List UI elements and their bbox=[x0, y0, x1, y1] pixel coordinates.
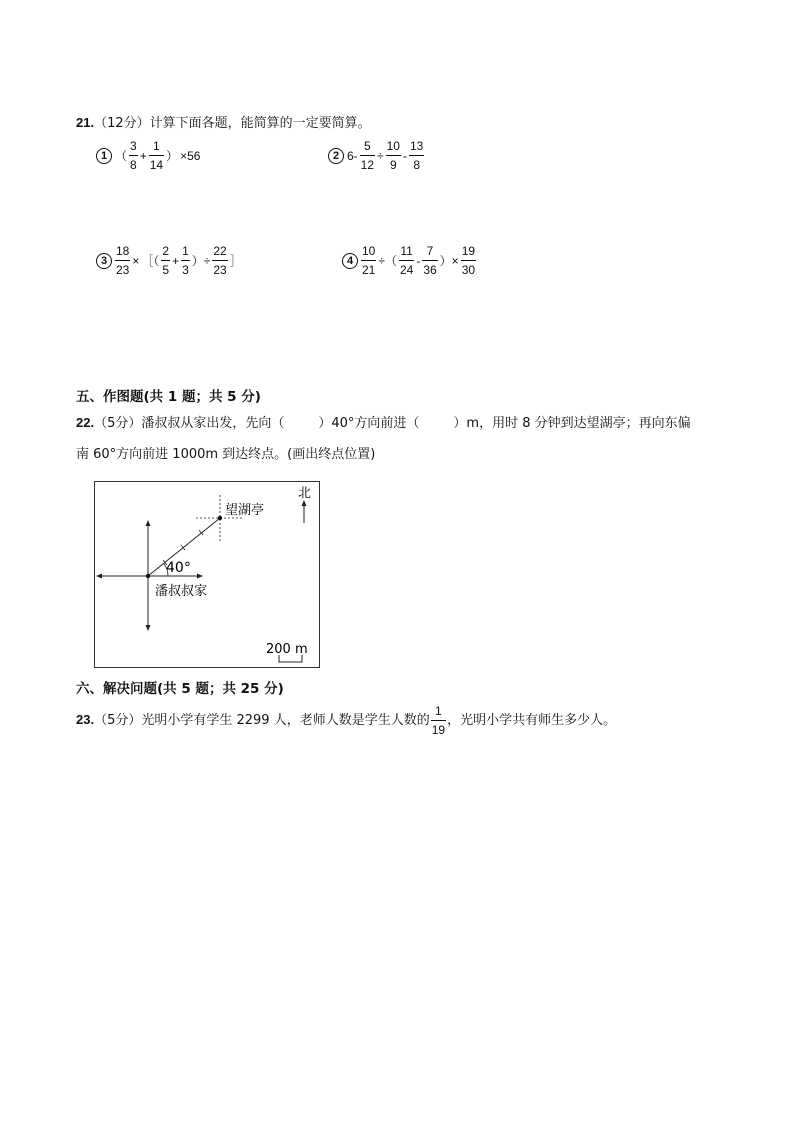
denominator: 8 bbox=[413, 158, 420, 172]
section-6-title: 六、解决问题(共 5 题；共 25 分) bbox=[76, 681, 284, 697]
fraction bbox=[149, 139, 164, 172]
denominator: 5 bbox=[162, 263, 170, 277]
fraction bbox=[181, 244, 190, 277]
fraction bbox=[431, 704, 446, 737]
q21-problem-3 bbox=[96, 244, 243, 277]
circled-number-4: 4 bbox=[342, 253, 358, 269]
denominator: 36 bbox=[423, 263, 437, 277]
fraction bbox=[360, 139, 375, 172]
pavilion-point bbox=[218, 516, 222, 520]
scale-label: 200 m bbox=[266, 642, 308, 657]
q22-text-a: 潘叔叔从家出发，先向（ bbox=[141, 416, 285, 431]
fraction bbox=[212, 244, 227, 277]
q22-points: （5分） bbox=[94, 416, 142, 431]
numerator: 5 bbox=[360, 139, 375, 156]
fraction bbox=[422, 244, 437, 277]
numerator: 1 bbox=[431, 704, 446, 721]
q21-problem-4 bbox=[342, 244, 477, 277]
section-5-title: 五、作图题(共 1 题；共 5 分) bbox=[76, 389, 261, 405]
plus-sign: + bbox=[172, 253, 180, 268]
multiplier: ×56 bbox=[180, 148, 201, 163]
fraction bbox=[161, 244, 170, 277]
numerator: 10 bbox=[361, 244, 376, 261]
north-label: 北 bbox=[298, 486, 312, 501]
fraction bbox=[115, 244, 130, 277]
map-border bbox=[95, 482, 320, 668]
q23-stem bbox=[76, 702, 616, 739]
denominator: 8 bbox=[130, 158, 137, 172]
q22-text-b: ）40°方向前进（ bbox=[318, 416, 420, 431]
numerator: 18 bbox=[115, 244, 130, 261]
numerator: 19 bbox=[461, 244, 476, 261]
fraction bbox=[386, 139, 401, 172]
minus-sign: - bbox=[416, 253, 421, 268]
q21-problem-1 bbox=[96, 139, 201, 172]
denominator: 23 bbox=[213, 263, 227, 277]
pavilion-label: 望湖亭 bbox=[225, 503, 265, 518]
plus-sign: + bbox=[139, 148, 147, 163]
divide-sign: ÷ bbox=[377, 148, 384, 163]
numerator: 11 bbox=[399, 244, 414, 261]
fraction bbox=[361, 244, 376, 277]
times-sign: × bbox=[132, 253, 140, 268]
fraction bbox=[409, 139, 424, 172]
q21-points: （12分） bbox=[94, 116, 150, 131]
paren-close-times: ）× bbox=[439, 254, 459, 268]
home-label: 潘叔叔家 bbox=[155, 584, 208, 599]
bracket-close: ］ bbox=[229, 254, 242, 268]
q23-points: （5分） bbox=[94, 713, 142, 728]
paren-close: ） bbox=[166, 149, 179, 163]
q21-instruction: 计算下面各题，能简算的一定要简算。 bbox=[149, 116, 371, 131]
paren-close-divide: ）÷ bbox=[191, 254, 211, 268]
numerator: 1 bbox=[181, 244, 190, 261]
q23-text-b: ，光明小学共有师生多少人。 bbox=[447, 713, 617, 728]
denominator: 9 bbox=[389, 158, 397, 172]
fraction bbox=[129, 139, 138, 172]
numerator: 2 bbox=[161, 244, 170, 261]
numerator: 13 bbox=[409, 139, 424, 156]
q21-stem bbox=[76, 114, 371, 133]
fraction bbox=[461, 244, 476, 277]
denominator: 23 bbox=[116, 263, 130, 277]
bracket-open: ［（ bbox=[141, 254, 160, 268]
numerator: 7 bbox=[422, 244, 437, 261]
fraction bbox=[399, 244, 414, 277]
paren-open: （ bbox=[115, 149, 128, 163]
divide-paren-open: ÷（ bbox=[378, 254, 397, 268]
q21-problem-2 bbox=[328, 139, 425, 172]
denominator: 3 bbox=[182, 263, 189, 277]
denominator: 19 bbox=[431, 723, 446, 737]
numerator: 22 bbox=[212, 244, 227, 261]
q23-number: 23. bbox=[76, 712, 95, 727]
circled-number-1: 1 bbox=[96, 148, 112, 164]
denominator: 24 bbox=[399, 263, 414, 277]
numerator: 10 bbox=[386, 139, 401, 156]
q22-line-1 bbox=[76, 414, 691, 433]
denominator: 30 bbox=[461, 263, 476, 277]
denominator: 21 bbox=[362, 263, 376, 277]
q22-text-c: ）m，用时 8 分钟到达望湖亭；再向东偏 bbox=[453, 416, 691, 431]
circled-number-3: 3 bbox=[96, 253, 112, 269]
angle-label: 40° bbox=[166, 560, 191, 576]
q21-number: 21. bbox=[76, 115, 95, 130]
q22-number: 22. bbox=[76, 415, 95, 430]
minus-sign: - bbox=[402, 148, 407, 163]
q22-line-2: 南 60°方向前进 1000m 到达终点。(画出终点位置) bbox=[76, 447, 376, 462]
numerator: 1 bbox=[149, 139, 164, 156]
lead-term: 6- bbox=[347, 148, 358, 163]
home-point bbox=[146, 574, 150, 578]
denominator: 12 bbox=[360, 158, 375, 172]
direction-map bbox=[94, 481, 322, 670]
denominator: 14 bbox=[149, 158, 164, 172]
q23-text-a: 光明小学有学生 2299 人，老师人数是学生人数的 bbox=[141, 713, 430, 728]
circled-number-2: 2 bbox=[328, 148, 344, 164]
numerator: 3 bbox=[129, 139, 138, 156]
